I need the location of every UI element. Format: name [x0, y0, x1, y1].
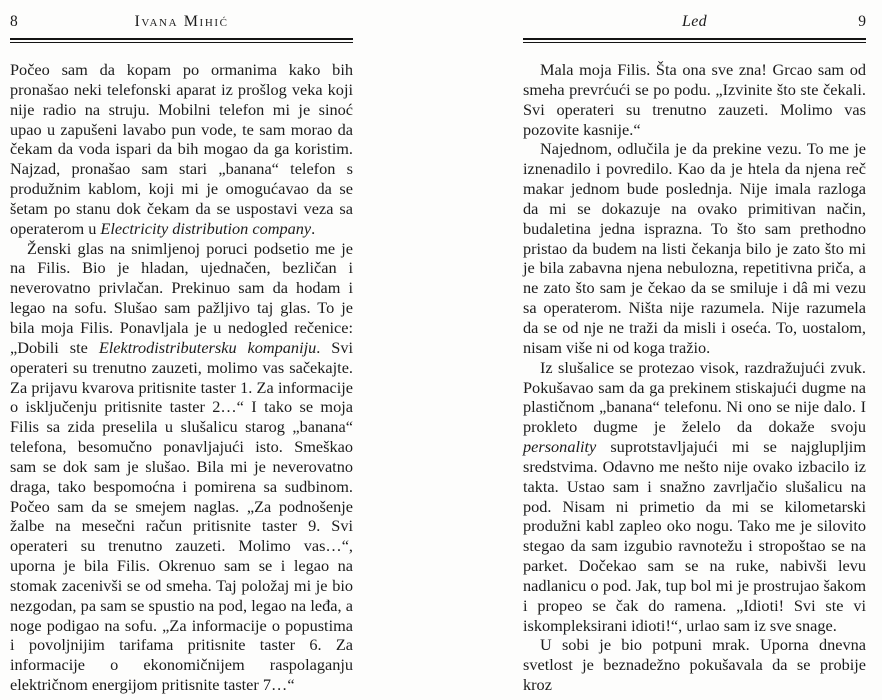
right-page-header	[523, 13, 866, 31]
text-run: Iz slušalice se protezao visok, razdražujući zvuk. Pokušavao sam da ga prekinem stiskajući dugme na plastičnom „banana“ telefonu. Ni ono se nije dalo. I prokleto dugme je želelo da dokaže svoju	[523, 357, 866, 437]
text-run: . Svi operateri su trenutno zauzeti, molimo vas sačekajte. Za prijavu kvarova pritisnite taster 1. Za informacije o isključenju pritisnite taster 2…“ I tako se moja Filis sa zida preselila u slušalicu starog „banana“ telefona, besomučno ponavljajući isto. Smeškao sam se dok sam je slušao. Bila mi je neverovatno draga, tako bespomoćna i pomirena sa sudbinom. Počeo sam da se smejem naglas. „Za podnošenje žalbe na mesečni račun pritisnite taster 9. Svi operateri su trenutno zauzeti. Molimo vas…“, uporna je bila Filis. Okrenuo sam se i legao na stomak zacenivši se od smeha. Taj položaj mi je bio nezgodan, pa sam se spustio na pod, legao na leđa, a noge podigao na sofu. „Za informacije o popustima i povoljnijim tarifama pritisnite taster 6. Za informacije o ekonomičnijem raspolaganju električnom energijom pritisnite taster 7…“	[10, 337, 353, 695]
text-run: Ženski glas na snimljenoj poruci podsetio me je na Filis. Bio je hladan, ujednačen, bezličan i neverovatno privlačan. Prekinuo sam da hodam i legao na sofu. Slušao sam pažljivo taj glas. To je bila moja Filis. Ponavljala je u nedogled rečenice: „Dobili ste	[10, 238, 353, 357]
text-run: Mala moja Filis. Šta ona sve zna! Grcao sam od smeha prevrćući se po podu. „Izvinite što ste čekali. Svi operateri su trenutno zauzeti. Molimo vas pozovite kasnije.“	[523, 60, 866, 139]
text-run: .	[311, 218, 316, 238]
right-page-number: 9	[858, 13, 866, 30]
paragraph	[523, 139, 866, 357]
paragraph	[523, 635, 866, 695]
left-page-header	[10, 13, 353, 31]
left-header-rule	[10, 38, 353, 43]
paragraph	[10, 60, 353, 239]
text-run: Najednom, odlučila je da prekine vezu. To me je iznenadilo i povredilo. Kao da je htela da njena reč makar jednom bude poslednja. Nije imala razloga da mi se dokazuje na ovako primitivan način, budaletina jedna isprazna. To što sam prethodno pristao da budem na listi čekanja bilo je zato što mi je bila zabavna njena nebulozna, repetitivna priča, a ne zato što sam je čekao da se smiluje i dâ mi vezu sa operaterom. Ništa nije razumela. Nije razumela da se od nje ne traži da misli i oseća. To, uostalom, nisam više ni od koga tražio.	[523, 139, 866, 357]
right-header-rule	[523, 38, 866, 43]
left-running-head: Ivana Mihić	[134, 13, 229, 30]
page-right	[523, 0, 866, 700]
left-page-body-text	[10, 60, 353, 695]
italic-text-run: personality	[523, 437, 597, 457]
paragraph	[523, 60, 866, 139]
right-page-body-text	[523, 60, 866, 695]
right-running-head: Led	[682, 13, 707, 30]
text-run: U sobi je bio potpuni mrak. Uporna dnevna svetlost je beznadežno pokušavala da se probije kroz	[523, 635, 866, 695]
text-run: Počeo sam da kopam po ormanima kako bih pronašao neki telefonski aparat iz prošlog veka koji nije radio na struju. Mobilni telefon mi je sinoć upao u zapušeni lavabo pun vode, te sam morao da čekam da voda ispari da bih mogao da ga koristim. Najzad, pronašao sam stari „banana“ telefon s produžnim kablom, koji mi je omogućavao da se šetam po stanu dok čekam da se uspostavi veza sa operaterom u	[10, 60, 353, 238]
italic-text-run: Elektrodistributersku kompaniju	[98, 337, 317, 357]
paragraph	[523, 358, 866, 636]
italic-text-run: Electricity distribution company	[100, 218, 312, 238]
page-left	[10, 0, 353, 700]
text-run: suprotstavljajući mi se najglupljim sredstvima. Odavno me nešto nije ovako izbacilo iz takta. Ustao sam i snažno zavrljačio slušalicu na pod. Nisam ni primetio da mi se kilometarski produžni kabl zapleo oko nogu. Tako me je silovito stegao da sam izgubio ravnotežu i stropoštao se na parket. Dočekao sam se na ruke, nabivši levu nadlanicu o pod. Jak, tup bol mi je prostrujao šakom i propeo se čak do ramena. „Idioti! Svi ste vi iskompleksirani idioti!“, urlao sam iz sve snage.	[523, 437, 866, 635]
paragraph	[10, 239, 353, 695]
left-page-number: 8	[10, 13, 18, 30]
